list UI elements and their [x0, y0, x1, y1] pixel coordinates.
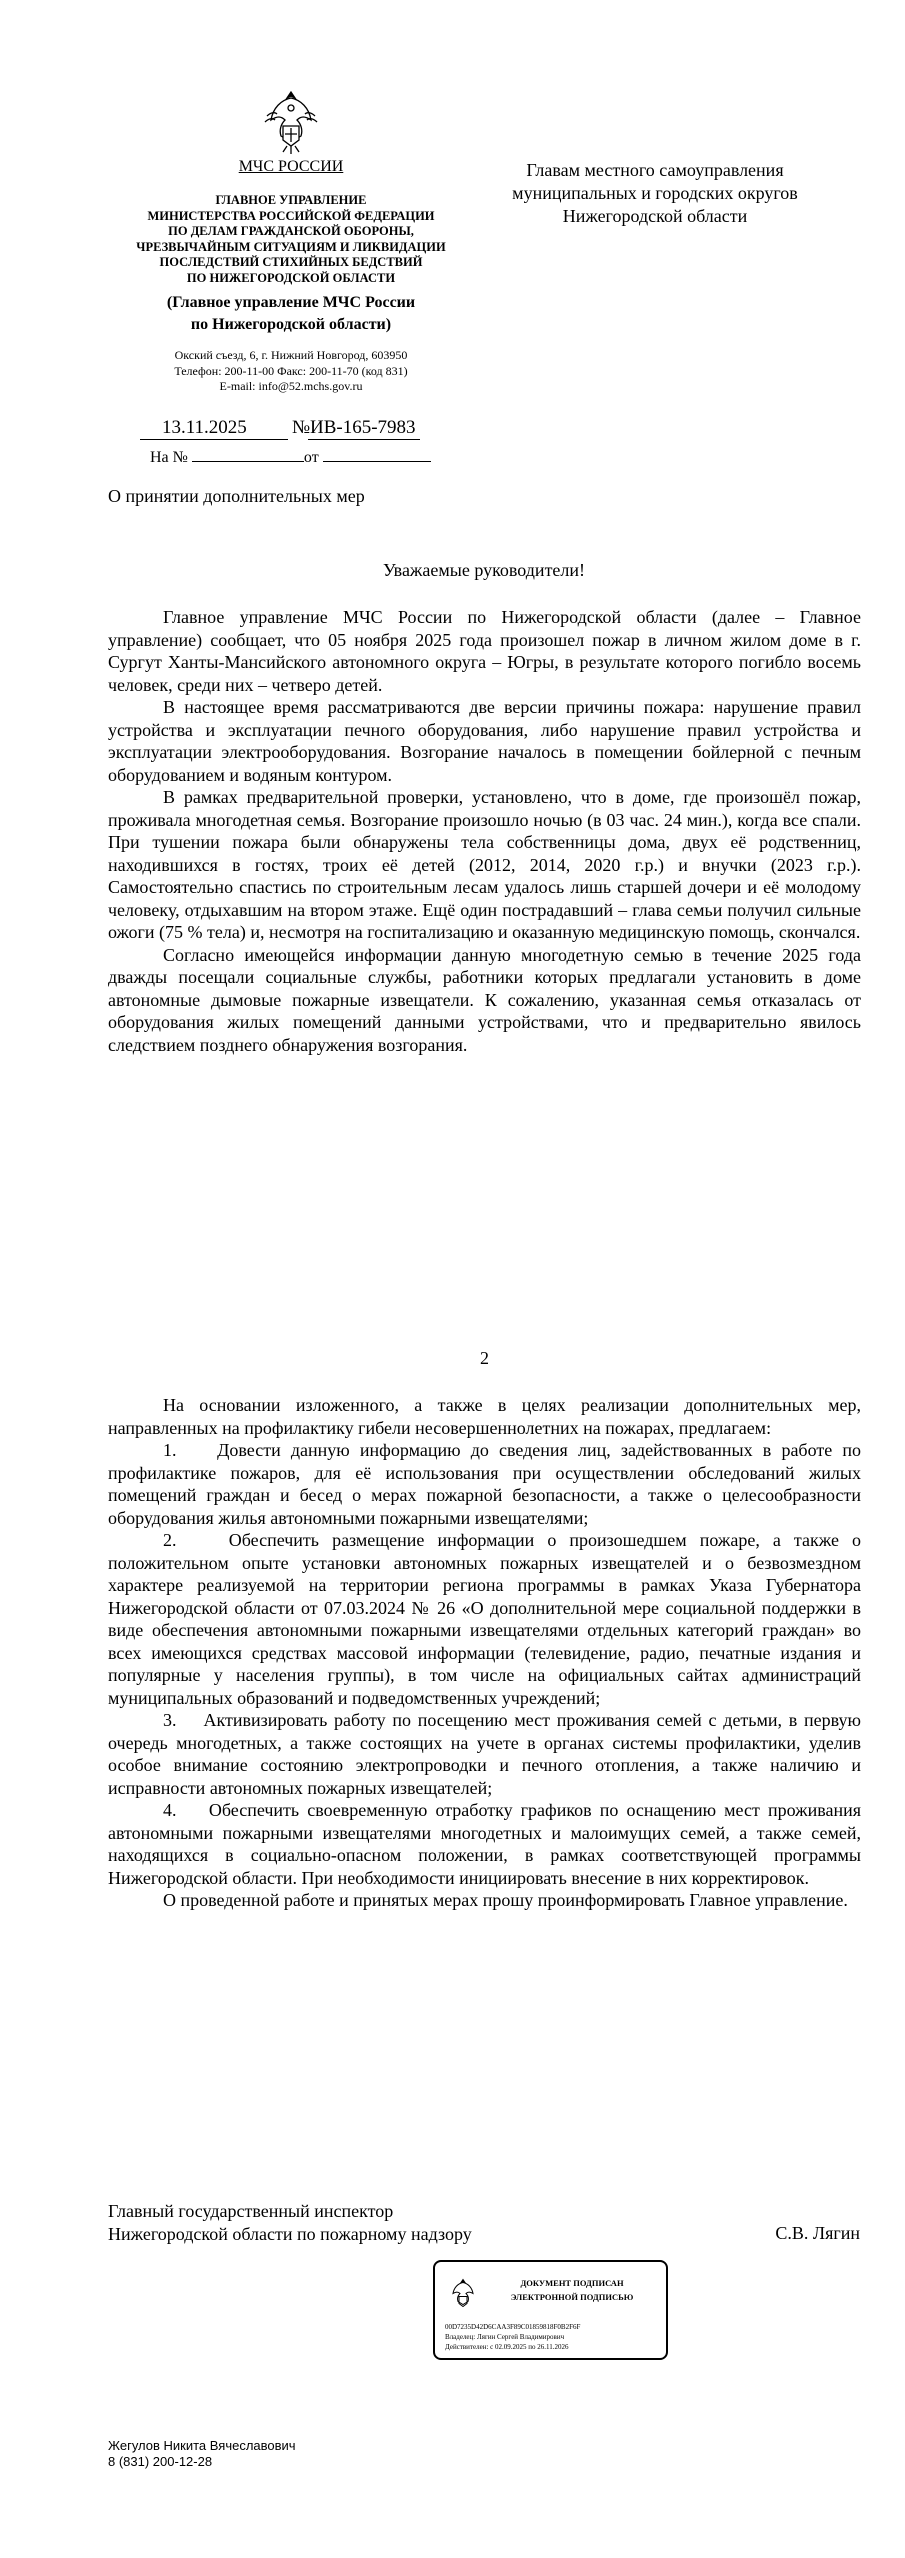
registration-number: ИВ-165-7983 [310, 417, 416, 438]
org-short-parenthetical: (Главное управление МЧС России по Нижегородской области) [166, 294, 416, 333]
signatory-name: С.В. Лягин [775, 2223, 860, 2243]
list-item: 2. Обеспечить размещение информации о произошедшем пожаре, а также о положительном опыте установки автономных пожарных извещателей и о безвозмездном характере реализуемой на территории региона программы в рамках Указа Губернатора Нижегородской области от 07.03.2024 № 26 «О дополнительной мере социальной поддержки в виде обеспечения автономными пожарными извещателями отдельных категорий граждан» во всех имеющихся средствах массовой информации (телевидение, радио, печатные издания и популярные у населения группы), в том числе на официальных сайтах администраций муниципальных образований и подведомственных учреждений; [108, 1530, 861, 1708]
addressee: Главам местного самоуправления муниципальных и городских округов Нижегородской области [512, 160, 798, 226]
registration-line [140, 417, 440, 443]
paragraph: В рамках предварительной проверки, установлено, что в доме, где произошёл пожар, проживала многодетная семья. Возгорание произошло ночью (в 03 час. 24 мин.), когда все спали. При тушении пожара были обнаружены тела собственницы дома, двух её родственниц, находившихся в гостях, троих её детей (2012, 2014, 2020 г.р.) и внучки (2023 г.р.). Самостоятельно спастись по строительным лесам удалось лишь старшей дочери и её молодому человеку, отдыхавшим на втором этаже. Ещё один пострадавший – глава семьи получил сильные ожоги (75 % тела) и, несмотря на госпитализацию и оказанную медицинскую помощь, скончался. [108, 787, 861, 942]
executor-name: Жегулов Никита Вячеславович [108, 2438, 296, 2453]
paragraph: Главное управление МЧС России по Нижегородской области (далее – Главное управление) сообщает, что 05 ноября 2025 года произошел пожар в личном жилом доме в г. Сургут Ханты-Мансийского автономного округа – Югры, в результате которого погибло восемь человек, среди них – четверо детей. [108, 607, 861, 695]
letter-body-page-2 [108, 1394, 861, 1912]
list-item: 3. Активизировать работу по посещению мест проживания семей с детьми, в первую очередь многодетных, а также состоящих на учете в органах системы профилактики, уделив особое внимание состоянию электропроводки и печного отопления, а также наличию и исправности автономных пожарных извещателей; [108, 1710, 861, 1798]
org-contacts: Окский съезд, 6, г. Нижний Новгород, 603950 Телефон: 200-11-00 Факс: 200-11-70 (код 831) E-mail: info@52.mchs.gov.ru [174, 348, 408, 393]
stamp-certificate-info: 00D7235D42D6CAA3F89C01859818F0B2F6F Владелец: Лягин Сергей Владимирович Действителен: с 02.09.2025 по 26.11.2026 [445, 2323, 581, 2351]
emchs-emblem-icon [449, 2276, 477, 2312]
paragraph: О проведенной работе и принятых мерах прошу проинформировать Главное управление. [163, 1890, 848, 1910]
paragraph: В настоящее время рассматриваются две версии причины пожара: нарушение правил устройства и эксплуатации печного оборудования, либо нарушение правил устройства и эксплуатации электрооборудования. Возгорание началось в помещении бойлерной с печным оборудованием и водяным контуром. [108, 697, 861, 785]
response-reference-line: На № от [150, 447, 450, 467]
registration-date: 13.11.2025 [162, 417, 247, 438]
salutation: Уважаемые руководители! [382, 560, 586, 580]
stamp-heading: ДОКУМЕНТ ПОДПИСАН ЭЛЕКТРОННОЙ ПОДПИСЬЮ [510, 2278, 634, 2302]
executor-phone: 8 (831) 200-12-28 [108, 2454, 213, 2469]
subject-line: О принятии дополнительных мер [108, 486, 365, 506]
page-number: 2 [480, 1348, 489, 1368]
paragraph: Согласно имеющейся информации данную многодетную семью в течение 2025 года дважды посещали социальные службы, работники которых предлагали установить в доме автономные дымовые пожарные извещатели. К сожалению, указанная семья отказалась от оборудования жилых помещений данными устройствами, что и предварительно явилось следствием позднего обнаружения возгорания. [108, 944, 861, 1055]
paragraph: На основании изложенного, а также в целях реализации дополнительных мер, направленных на профилактику гибели несовершеннолетних на пожарах, предлагаем: [108, 1395, 861, 1438]
number-sign: № [292, 417, 311, 438]
e-signature-stamp [433, 2260, 668, 2360]
org-short-name: МЧС РОССИИ [238, 158, 344, 175]
list-item: 1. Довести данную информацию до сведения лиц, задействованных в работе по профилактике пожаров, для её использования при осуществлении обследований жилых помещений граждан и бесед о мерах пожарной безопасности, а также о целесообразности оборудования жилья автономными пожарными извещателями; [108, 1440, 861, 1528]
org-full-name: ГЛАВНОЕ УПРАВЛЕНИЕ МИНИСТЕРСТВА РОССИЙСКОЙ ФЕДЕРАЦИИ ПО ДЕЛАМ ГРАЖДАНСКОЙ ОБОРОНЫ, ЧРЕЗВЫЧАЙНЫМ СИТУАЦИЯМ И ЛИКВИДАЦИИ ПОСЛЕДСТВИЙ СТИХИЙНЫХ БЕДСТВИЙ ПО НИЖЕГОРОДСКОЙ ОБЛАСТИ [136, 193, 446, 285]
executor-info [108, 2438, 296, 2470]
letter-body-page-1 [108, 606, 861, 1056]
emchs-emblem-icon [263, 86, 319, 156]
signatory-title: Главный государственный инспектор Нижегородской области по пожарному надзору [108, 2201, 472, 2244]
list-item: 4. Обеспечить своевременную отработку графиков по оснащению мест проживания автономными пожарными извещателями многодетных и малоимущих семей, а также семей, находящихся в социально-опасном положении, в рамках соответствующей программы Нижегородской области. При необходимости инициировать внесение в них корректировок. [108, 1800, 861, 1888]
